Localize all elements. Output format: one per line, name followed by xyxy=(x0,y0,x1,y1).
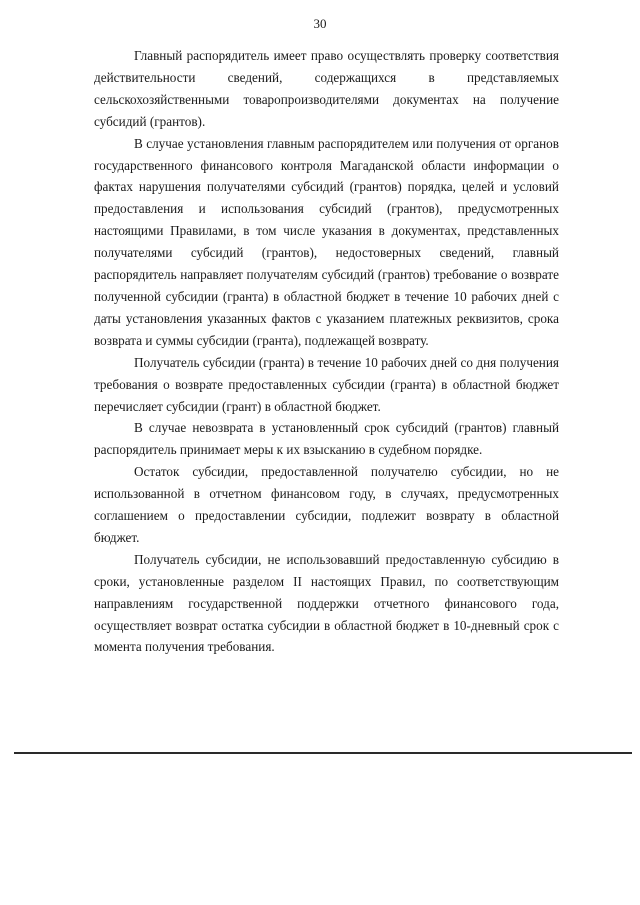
bottom-divider xyxy=(14,752,632,754)
paragraph-verification-right: Главный распорядитель имеет право осуществлять проверку соответствия действительности сведений, содержащихся в представляемых сельскохозяйственными товаропроизводителями документах на получение субсидий (грантов). xyxy=(94,48,559,129)
paragraph-court-recovery: В случае невозврата в установленный срок субсидий (грантов) главный распорядитель принимает меры к их взысканию в судебном порядке. xyxy=(94,420,559,458)
paragraph-refund-period: Получатель субсидии (гранта) в течение 10 рабочих дней со дня получения требования о возврате предоставленных субсидии (гранта) в областной бюджет перечисляет субсидии (грант) в областной бюджет. xyxy=(94,354,559,414)
paragraph-unused-refund: Получатель субсидии, не использовавший предоставленную субсидию в сроки, установленные разделом II настоящих Правил, по соответствующим направлениям государственной поддержки отчетного финансового года, осуществляет возврат остатка субсидии в областной бюджет в 10-дневный срок с момента получения требования. xyxy=(94,551,559,655)
document-body xyxy=(94,45,559,658)
page-number: 30 xyxy=(313,16,327,31)
paragraph-violation-refund-demand: В случае установления главным распорядителем или получения от органов государственного финансового контроля Магаданской области информации о фактах нарушения получателями субсидий (грантов) порядка, целей и условий предоставления и использования субсидий (грантов), предусмотренных настоящими Правилами, в том числе указания в документах, представленных получателями субсидий (грантов), недостоверных сведений, главный распорядитель направляет получателям субсидий (грантов) требование о возврате полученной субсидии (гранта) в областной бюджет в течение 10 рабочих дней с даты установления указанных фактов с указанием платежных реквизитов, срока возврата и суммы субсидии (гранта), подлежащей возврату. xyxy=(94,135,559,348)
paragraph-unused-balance: Остаток субсидии, предоставленной получателю субсидии, но не использованной в отчетном финансовом году, в случаях, предусмотренных соглашением о предоставлении субсидии, подлежит возврату в областной бюджет. xyxy=(94,464,559,545)
